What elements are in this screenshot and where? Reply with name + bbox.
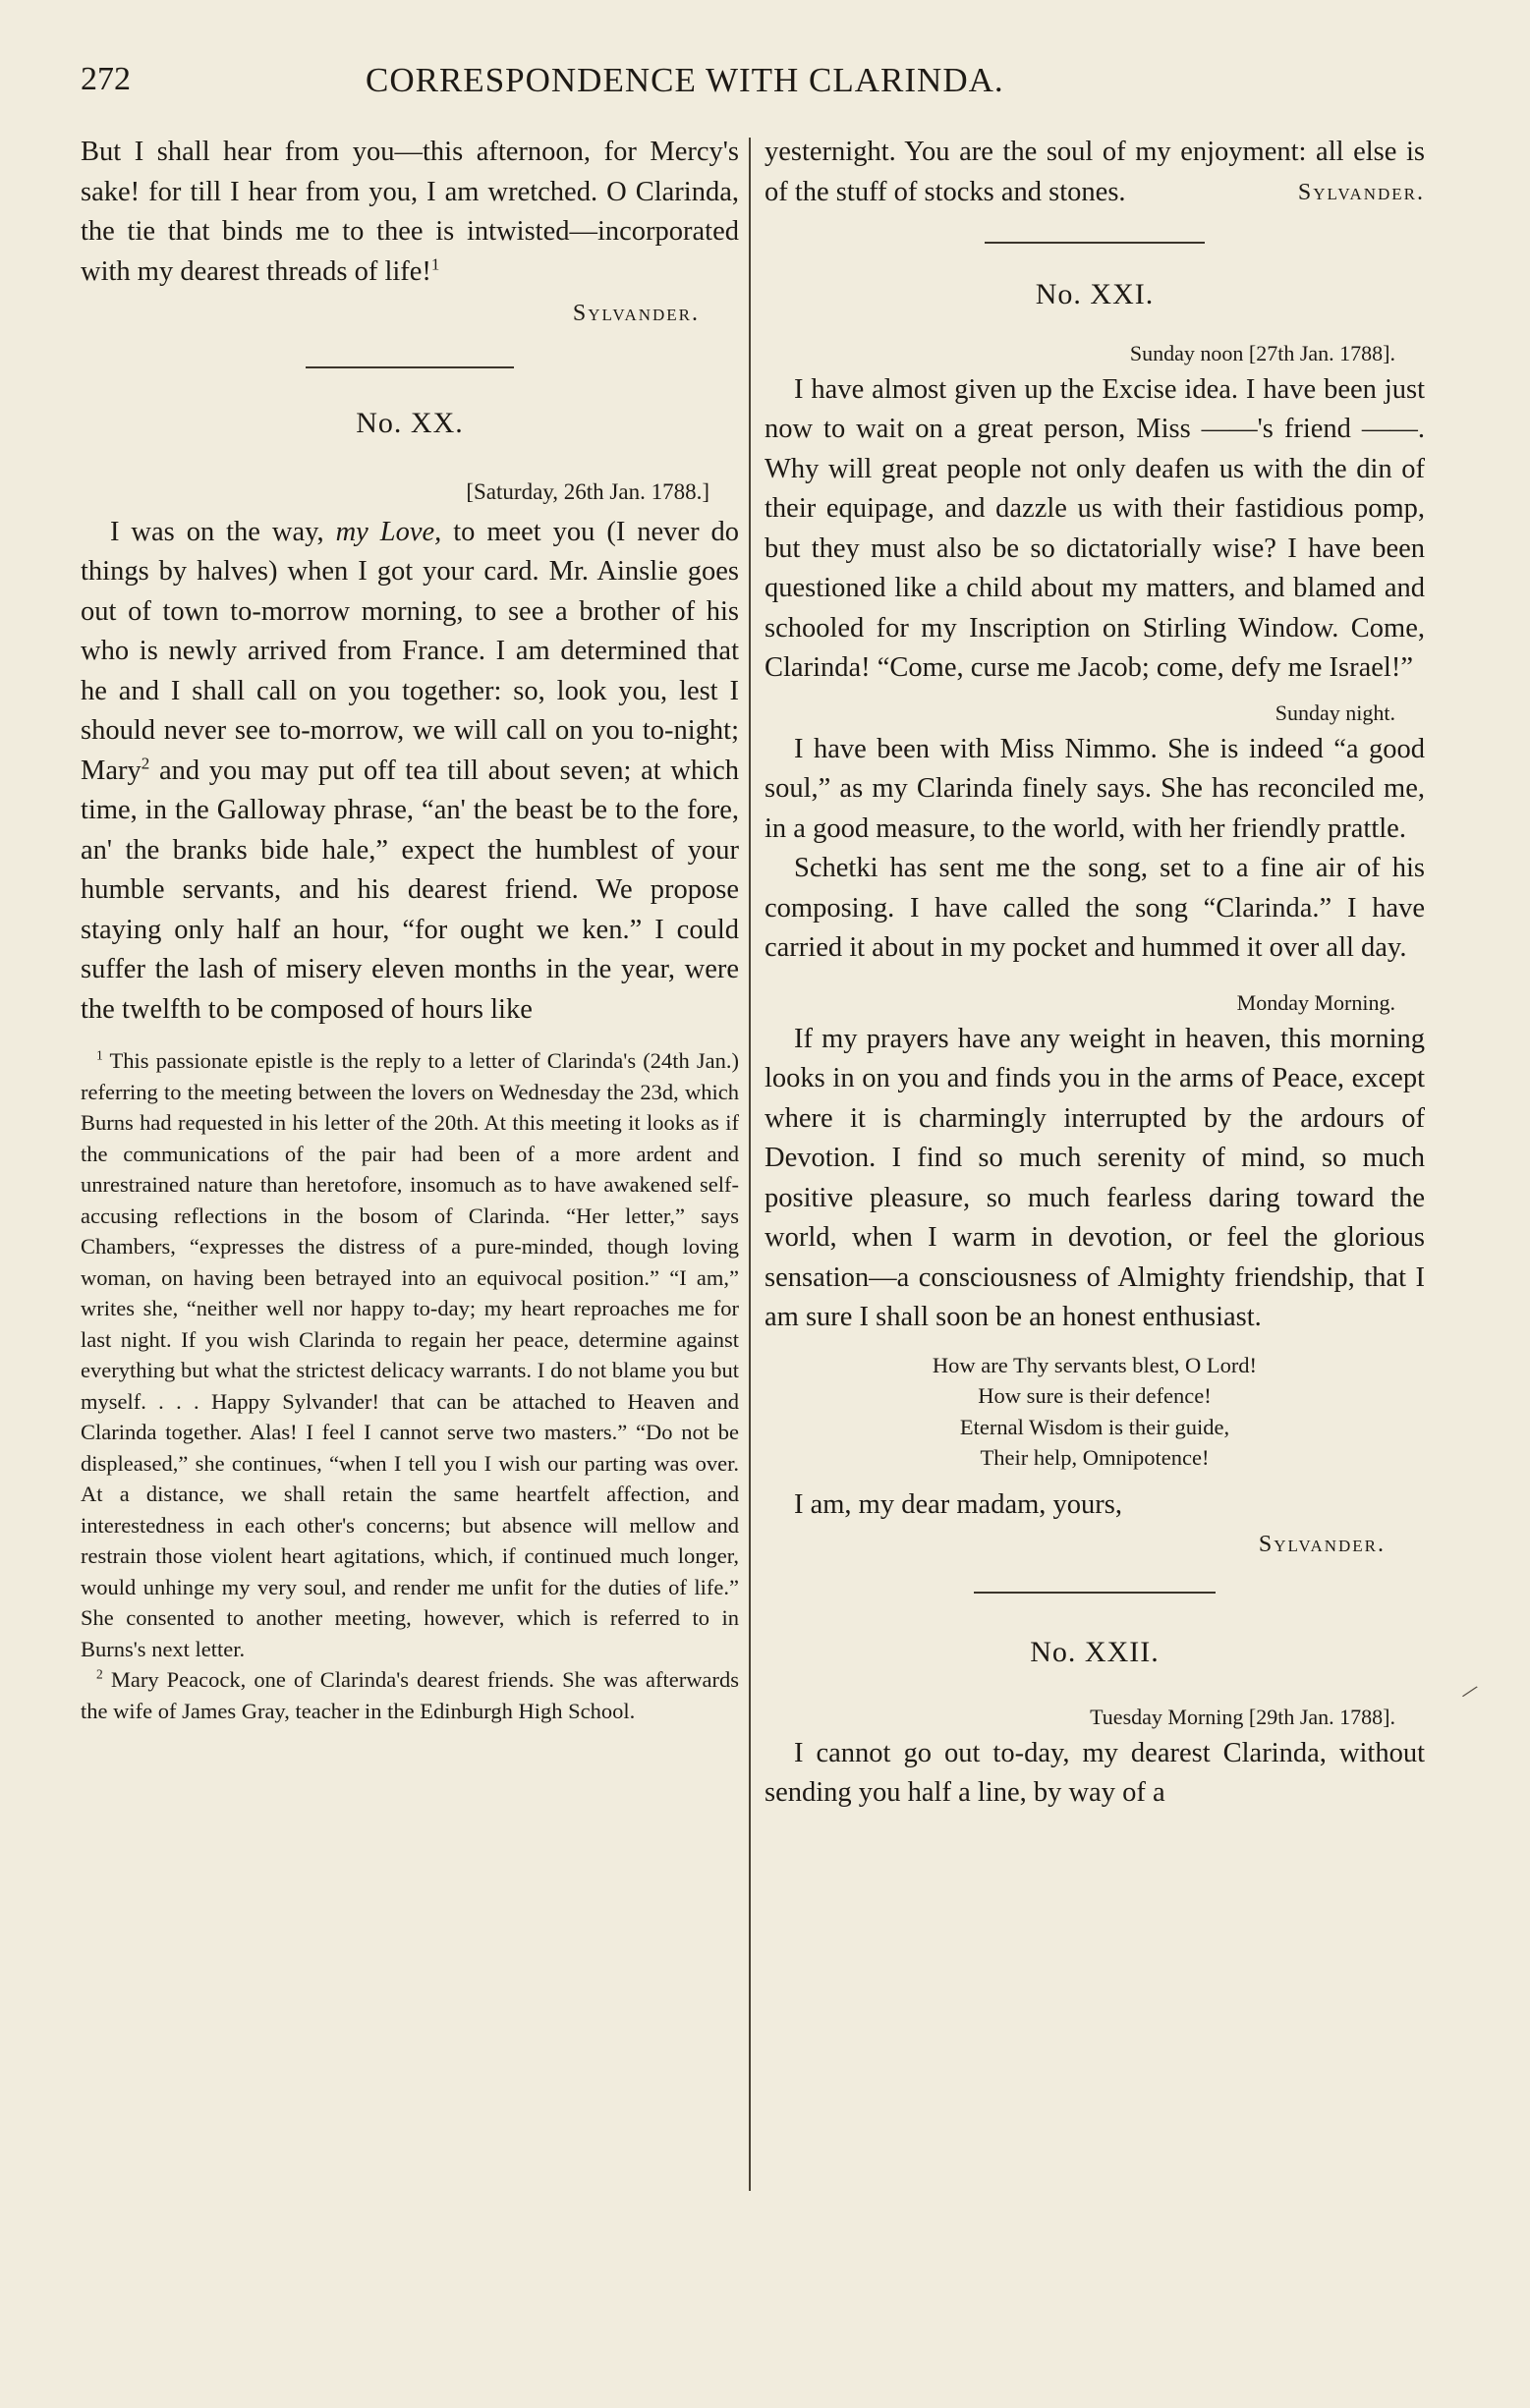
poem-line: How are Thy servants blest, O Lord! <box>932 1352 1258 1377</box>
letter-heading: No. XXI. <box>1035 278 1155 310</box>
letter-date: Sunday noon [27th Jan. 1788]. <box>1129 340 1395 365</box>
letter-body: If my prayers have any weight in heaven, this morning looks in on you and finds you in the arms of Peace, except where it is charmingly interrupted by the ardours of Devotion. I find so much serenity of mind, so much positive pleasure, so much fearless daring toward the world, when I warm in devotion, or feel the glorious sensation—a consciousness of Almighty friendship, that I am sure I shall soon be an honest enthusiast. <box>765 1023 1425 1332</box>
letter-heading: No. XX. <box>356 407 464 439</box>
right-column <box>765 133 1425 1814</box>
closing: I am, my dear madam, yours, <box>794 1488 1122 1520</box>
letter-body: Schetki has sent me the song, set to a fine air of his composing. I have called the song “Clarinda.” I have carried it about in my pocket and hummed it over all day. <box>765 853 1425 963</box>
running-title: CORRESPONDENCE WITH CLARINDA. <box>366 61 1004 99</box>
signature: Sylvander. <box>572 301 700 326</box>
letter-date: Tuesday Morning [29th Jan. 1788]. <box>1090 1704 1395 1729</box>
signature: Sylvander. <box>1258 1532 1386 1557</box>
letter-body: I cannot go out to-day, my dearest Clarinda, without sending you half a line, by way of a <box>765 1737 1425 1808</box>
column-divider <box>749 138 751 2191</box>
letter-heading: No. XXII. <box>1030 1636 1160 1668</box>
signature: Sylvander. <box>1297 179 1425 205</box>
footnote: $^1$ This passionate epistle is the reply to a letter of Clarinda's (24th Jan.) referring to the meeting between the lovers on Wednesday the 23d, which Burns had requested in his letter of the 20th. At this meeting it looks as if the communications of the pair had been of a more ardent and unrestrained nature than heretofore, insomuch as to have awakened self-accusing reflections in the bosom of Clarinda. “Her letter,” says Chambers, “expresses the distress of a pure-minded, though loving woman, on having been betrayed into an equivocal position.” “I am,” writes she, “neither well nor happy to-day; my heart reproaches me for last night. If you wish Clarinda to regain her peace, determine against everything but what the strictest delicacy warrants. I do not blame you but myself. . . . Happy Sylvander! that can be attached to Heaven and Clarinda together. Alas! I feel I cannot serve two masters.” “Do not be displeased,” she continues, “when I tell you I wish our parting was over. At a distance, we shall retain the same heartfelt affection, and interestedness in each other's concerns; but absence will mellow and restrain those violent heart agitations, which, if continued much longer, would unhinge my very soul, and render me unfit for the duties of life.” She consented to another meeting, however, which is referred to in Burns's next letter. <box>81 1047 740 1661</box>
opening-paragraph: But I shall hear from you—this afternoon, for Mercy's sake! for till I hear from you, I am wretched. O Clarinda, the tie that binds me to thee is intwisted—incorporated with my dearest threads of life!$^1$ <box>81 137 739 287</box>
footnote-ref: 1 <box>430 254 440 273</box>
letter-body: I have been with Miss Nimmo. She is indeed “a good soul,” as my Clarinda finely says. She has reconciled me, in a good measure, to the world, with her friendly prattle. <box>765 733 1425 844</box>
letter-body: I was on the way, my Love, to meet you (I never do things by halves) when I got your card. Mr. Ainslie goes out of town to-morrow morning, to see a brother of his who is newly arrived from France. I am determined that he and I shall call on you together: so, look you, lest I should never see to-morrow, we will call on you to-night; Mary$^2$ and you may put off tea till about seven; at which time, in the Galloway phrase, “an' the beast be to the fore, an' the branks bide hale,” expect the humblest of your humble servants, and his dearest friend. We propose staying only half an hour, “for ought we ken.” I could suffer the lash of misery eleven months in the year, were the twelfth to be composed of hours like <box>81 516 740 1025</box>
dateline: Sunday night. <box>1275 700 1395 725</box>
letter-continuation: yesternight. You are the soul of my enjoyment: all else is of the stuff of stocks and stones. Sylvander. <box>765 133 1425 212</box>
footnote-ref: 2 <box>141 754 150 772</box>
page-number: 272 <box>81 61 131 97</box>
letter-body: I have almost given up the Excise idea. I have been just now to wait on a great person, Miss ——'s friend ——. Why will great people not only deafen us with the din of their equipage, and dazzle us with their fastidious pomp, but they must also be so dictatorially wise? I have been questioned like a child about my matters, and blamed and schooled for my Inscription on Stirling Window. Come, Clarinda! “Come, curse me Jacob; come, defy me Israel!” <box>765 373 1425 683</box>
poem-line: Eternal Wisdom is their guide, <box>959 1414 1230 1439</box>
letter-date: [Saturday, 26th Jan. 1788.] <box>466 478 709 504</box>
poem <box>765 1350 1425 1474</box>
page-header <box>81 61 1427 110</box>
footnotes <box>81 1045 739 1726</box>
dateline: Monday Morning. <box>1236 989 1395 1015</box>
section-rule <box>974 1592 1216 1594</box>
section-rule <box>306 366 514 368</box>
ink-speck: ⁄ <box>1463 1680 1477 1704</box>
footnote: $^2$ Mary Peacock, one of Clarinda's dearest friends. She was afterwards the wife of James Gray, teacher in the Edinburgh High School. <box>81 1666 739 1723</box>
section-rule <box>985 242 1205 244</box>
poem-line: Their help, Omnipotence! <box>980 1445 1210 1470</box>
poem-line: How sure is their defence! <box>978 1383 1212 1408</box>
left-column <box>81 133 739 1726</box>
